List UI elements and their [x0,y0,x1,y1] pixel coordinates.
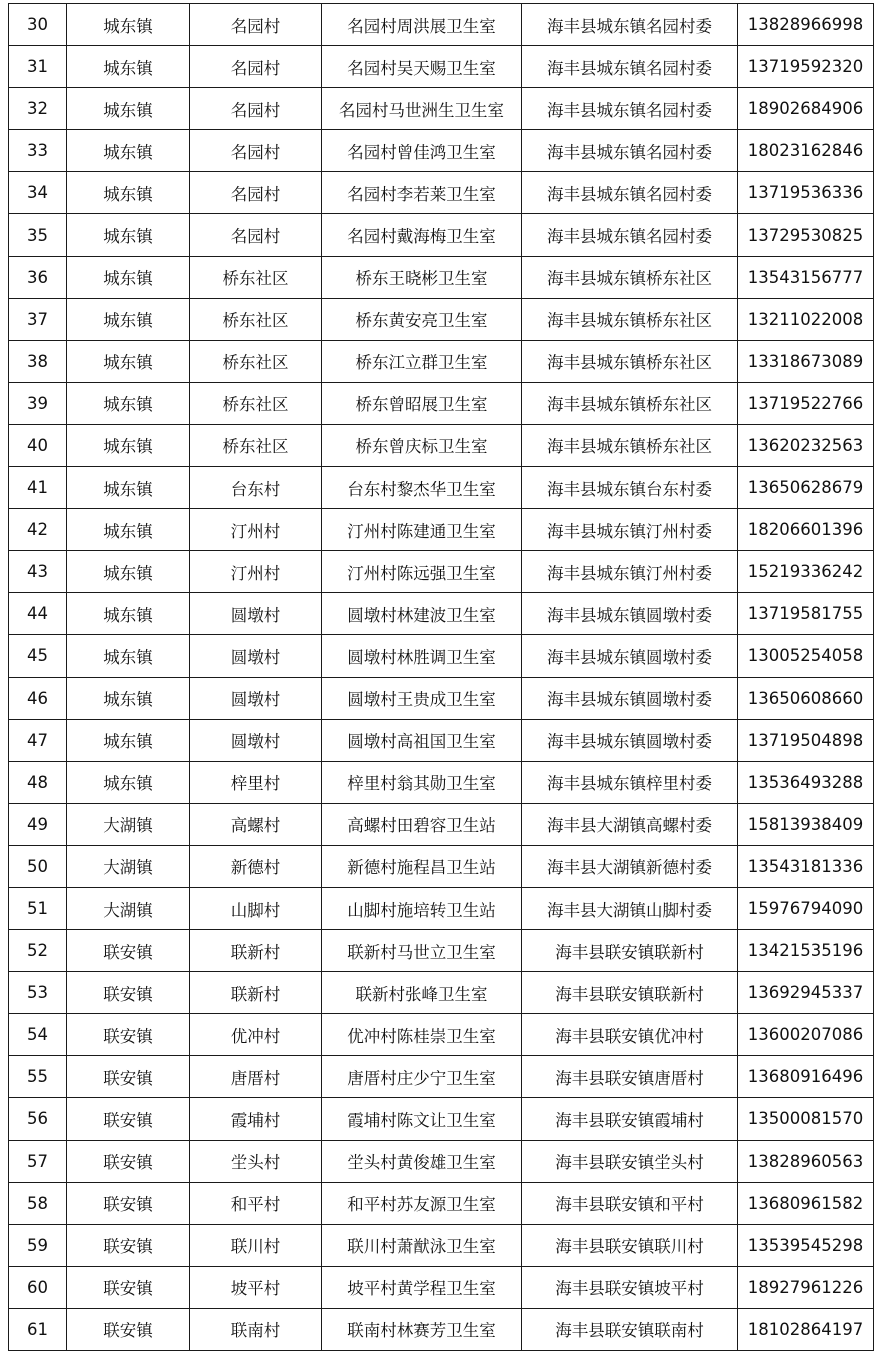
clinic-table [8,3,874,1351]
organization-cell: 海丰县城东镇桥东社区 [522,256,738,298]
clinic-name-cell: 汀州村陈远强卫生室 [322,551,522,593]
row-number-cell: 35 [9,214,67,256]
village-cell: 新德村 [190,845,322,887]
table-row [9,4,874,46]
town-cell: 联安镇 [67,930,190,972]
row-number-cell: 40 [9,424,67,466]
table-body [9,4,874,1351]
town-cell: 城东镇 [67,424,190,466]
row-number-cell: 49 [9,803,67,845]
row-number-cell: 60 [9,1266,67,1308]
row-number-cell: 34 [9,172,67,214]
organization-cell: 海丰县城东镇台东村委 [522,467,738,509]
table-row [9,298,874,340]
phone-cell: 13543181336 [738,845,874,887]
town-cell: 城东镇 [67,761,190,803]
town-cell: 联安镇 [67,1182,190,1224]
phone-cell: 13719592320 [738,46,874,88]
town-cell: 城东镇 [67,214,190,256]
phone-cell: 13318673089 [738,340,874,382]
row-number-cell: 57 [9,1140,67,1182]
organization-cell: 海丰县大湖镇高螺村委 [522,803,738,845]
table-row [9,930,874,972]
organization-cell: 海丰县城东镇名园村委 [522,172,738,214]
table-row [9,845,874,887]
town-cell: 城东镇 [67,719,190,761]
phone-cell: 13421535196 [738,930,874,972]
organization-cell: 海丰县城东镇圆墩村委 [522,593,738,635]
village-cell: 高螺村 [190,803,322,845]
table-row [9,677,874,719]
clinic-name-cell: 新德村施程昌卫生站 [322,845,522,887]
row-number-cell: 53 [9,972,67,1014]
organization-cell: 海丰县联安镇联新村 [522,972,738,1014]
organization-cell: 海丰县大湖镇新德村委 [522,845,738,887]
phone-cell: 13543156777 [738,256,874,298]
table-row [9,1308,874,1350]
village-cell: 名园村 [190,4,322,46]
table-row [9,214,874,256]
phone-cell: 18023162846 [738,130,874,172]
town-cell: 大湖镇 [67,845,190,887]
phone-cell: 13005254058 [738,635,874,677]
phone-cell: 13600207086 [738,1014,874,1056]
village-cell: 山脚村 [190,887,322,929]
phone-cell: 15219336242 [738,551,874,593]
village-cell: 名园村 [190,214,322,256]
village-cell: 圆墩村 [190,677,322,719]
organization-cell: 海丰县城东镇名园村委 [522,88,738,130]
table-row [9,340,874,382]
phone-cell: 13500081570 [738,1098,874,1140]
organization-cell: 海丰县城东镇汀州村委 [522,551,738,593]
table-row [9,593,874,635]
phone-cell: 18927961226 [738,1266,874,1308]
row-number-cell: 59 [9,1224,67,1266]
row-number-cell: 30 [9,4,67,46]
town-cell: 城东镇 [67,551,190,593]
phone-cell: 13719536336 [738,172,874,214]
clinic-name-cell: 坣头村黄俊雄卫生室 [322,1140,522,1182]
table-row [9,382,874,424]
row-number-cell: 48 [9,761,67,803]
row-number-cell: 36 [9,256,67,298]
organization-cell: 海丰县城东镇汀州村委 [522,509,738,551]
village-cell: 桥东社区 [190,424,322,466]
phone-cell: 15813938409 [738,803,874,845]
row-number-cell: 32 [9,88,67,130]
table-row [9,256,874,298]
village-cell: 桥东社区 [190,256,322,298]
phone-cell: 15976794090 [738,887,874,929]
clinic-name-cell: 梓里村翁其勋卫生室 [322,761,522,803]
village-cell: 桥东社区 [190,382,322,424]
organization-cell: 海丰县大湖镇山脚村委 [522,887,738,929]
clinic-name-cell: 名园村吴天赐卫生室 [322,46,522,88]
organization-cell: 海丰县联安镇霞埔村 [522,1098,738,1140]
clinic-name-cell: 坡平村黄学程卫生室 [322,1266,522,1308]
town-cell: 联安镇 [67,1224,190,1266]
row-number-cell: 39 [9,382,67,424]
clinic-name-cell: 桥东曾庆标卫生室 [322,424,522,466]
table-row [9,803,874,845]
clinic-name-cell: 桥东曾昭展卫生室 [322,382,522,424]
town-cell: 联安镇 [67,1056,190,1098]
clinic-name-cell: 和平村苏友源卫生室 [322,1182,522,1224]
clinic-name-cell: 圆墩村林胜调卫生室 [322,635,522,677]
phone-cell: 13211022008 [738,298,874,340]
organization-cell: 海丰县联安镇坡平村 [522,1266,738,1308]
row-number-cell: 44 [9,593,67,635]
town-cell: 城东镇 [67,4,190,46]
town-cell: 城东镇 [67,340,190,382]
town-cell: 联安镇 [67,1098,190,1140]
table-row [9,509,874,551]
organization-cell: 海丰县城东镇圆墩村委 [522,719,738,761]
phone-cell: 13719522766 [738,382,874,424]
row-number-cell: 43 [9,551,67,593]
clinic-name-cell: 圆墩村王贵成卫生室 [322,677,522,719]
phone-cell: 18902684906 [738,88,874,130]
table-row [9,551,874,593]
village-cell: 优冲村 [190,1014,322,1056]
table-row [9,972,874,1014]
organization-cell: 海丰县联安镇优冲村 [522,1014,738,1056]
clinic-name-cell: 桥东黄安亮卫生室 [322,298,522,340]
phone-cell: 13680916496 [738,1056,874,1098]
clinic-name-cell: 圆墩村高祖国卫生室 [322,719,522,761]
row-number-cell: 38 [9,340,67,382]
clinic-name-cell: 台东村黎杰华卫生室 [322,467,522,509]
clinic-name-cell: 圆墩村林建波卫生室 [322,593,522,635]
clinic-name-cell: 名园村周洪展卫生室 [322,4,522,46]
clinic-name-cell: 唐厝村庄少宁卫生室 [322,1056,522,1098]
village-cell: 名园村 [190,46,322,88]
table-row [9,761,874,803]
town-cell: 城东镇 [67,509,190,551]
table-row [9,130,874,172]
row-number-cell: 50 [9,845,67,887]
town-cell: 城东镇 [67,677,190,719]
village-cell: 联新村 [190,930,322,972]
town-cell: 联安镇 [67,1308,190,1350]
row-number-cell: 58 [9,1182,67,1224]
town-cell: 城东镇 [67,46,190,88]
row-number-cell: 56 [9,1098,67,1140]
clinic-name-cell: 联新村张峰卫生室 [322,972,522,1014]
table-row [9,467,874,509]
phone-cell: 13650608660 [738,677,874,719]
organization-cell: 海丰县联安镇联新村 [522,930,738,972]
clinic-name-cell: 名园村曾佳鸿卫生室 [322,130,522,172]
table-row [9,46,874,88]
village-cell: 坣头村 [190,1140,322,1182]
phone-cell: 13650628679 [738,467,874,509]
phone-cell: 13729530825 [738,214,874,256]
organization-cell: 海丰县城东镇名园村委 [522,4,738,46]
table-row [9,172,874,214]
village-cell: 圆墩村 [190,593,322,635]
village-cell: 名园村 [190,130,322,172]
village-cell: 联新村 [190,972,322,1014]
town-cell: 城东镇 [67,382,190,424]
table-row [9,1224,874,1266]
town-cell: 城东镇 [67,298,190,340]
table-row [9,1056,874,1098]
row-number-cell: 41 [9,467,67,509]
organization-cell: 海丰县城东镇名园村委 [522,214,738,256]
phone-cell: 13719581755 [738,593,874,635]
village-cell: 坡平村 [190,1266,322,1308]
row-number-cell: 61 [9,1308,67,1350]
table-row [9,1140,874,1182]
organization-cell: 海丰县联安镇坣头村 [522,1140,738,1182]
phone-cell: 13828966998 [738,4,874,46]
organization-cell: 海丰县城东镇名园村委 [522,130,738,172]
organization-cell: 海丰县城东镇桥东社区 [522,382,738,424]
table-row [9,1098,874,1140]
town-cell: 大湖镇 [67,803,190,845]
town-cell: 联安镇 [67,1014,190,1056]
clinic-name-cell: 名园村戴海梅卫生室 [322,214,522,256]
phone-cell: 13719504898 [738,719,874,761]
table-row [9,887,874,929]
phone-cell: 13692945337 [738,972,874,1014]
village-cell: 汀州村 [190,551,322,593]
clinic-name-cell: 汀州村陈建通卫生室 [322,509,522,551]
row-number-cell: 31 [9,46,67,88]
village-cell: 圆墩村 [190,719,322,761]
town-cell: 大湖镇 [67,887,190,929]
village-cell: 名园村 [190,172,322,214]
village-cell: 霞埔村 [190,1098,322,1140]
phone-cell: 13536493288 [738,761,874,803]
clinic-name-cell: 联川村萧猷泳卫生室 [322,1224,522,1266]
town-cell: 城东镇 [67,88,190,130]
row-number-cell: 55 [9,1056,67,1098]
organization-cell: 海丰县城东镇名园村委 [522,46,738,88]
organization-cell: 海丰县城东镇圆墩村委 [522,635,738,677]
village-cell: 名园村 [190,88,322,130]
phone-cell: 13539545298 [738,1224,874,1266]
row-number-cell: 45 [9,635,67,677]
organization-cell: 海丰县联安镇联南村 [522,1308,738,1350]
table-row [9,424,874,466]
town-cell: 城东镇 [67,130,190,172]
village-cell: 梓里村 [190,761,322,803]
phone-cell: 18206601396 [738,509,874,551]
town-cell: 城东镇 [67,467,190,509]
row-number-cell: 33 [9,130,67,172]
village-cell: 圆墩村 [190,635,322,677]
row-number-cell: 46 [9,677,67,719]
clinic-name-cell: 名园村马世洲生卫生室 [322,88,522,130]
clinic-name-cell: 名园村李若莱卫生室 [322,172,522,214]
town-cell: 联安镇 [67,972,190,1014]
phone-cell: 18102864197 [738,1308,874,1350]
village-cell: 联川村 [190,1224,322,1266]
village-cell: 唐厝村 [190,1056,322,1098]
clinic-name-cell: 优冲村陈桂崇卫生室 [322,1014,522,1056]
row-number-cell: 47 [9,719,67,761]
phone-cell: 13620232563 [738,424,874,466]
town-cell: 联安镇 [67,1266,190,1308]
organization-cell: 海丰县城东镇桥东社区 [522,424,738,466]
village-cell: 桥东社区 [190,340,322,382]
organization-cell: 海丰县联安镇唐厝村 [522,1056,738,1098]
organization-cell: 海丰县城东镇桥东社区 [522,340,738,382]
row-number-cell: 52 [9,930,67,972]
table-row [9,1266,874,1308]
table-row [9,1014,874,1056]
row-number-cell: 42 [9,509,67,551]
clinic-name-cell: 山脚村施培转卫生站 [322,887,522,929]
town-cell: 城东镇 [67,256,190,298]
town-cell: 城东镇 [67,172,190,214]
town-cell: 城东镇 [67,635,190,677]
organization-cell: 海丰县联安镇和平村 [522,1182,738,1224]
phone-cell: 13828960563 [738,1140,874,1182]
table-row [9,88,874,130]
organization-cell: 海丰县联安镇联川村 [522,1224,738,1266]
table-row [9,719,874,761]
village-cell: 和平村 [190,1182,322,1224]
table-row [9,1182,874,1224]
organization-cell: 海丰县城东镇梓里村委 [522,761,738,803]
town-cell: 联安镇 [67,1140,190,1182]
row-number-cell: 54 [9,1014,67,1056]
clinic-name-cell: 桥东江立群卫生室 [322,340,522,382]
phone-cell: 13680961582 [738,1182,874,1224]
village-cell: 汀州村 [190,509,322,551]
clinic-name-cell: 桥东王晓彬卫生室 [322,256,522,298]
village-cell: 联南村 [190,1308,322,1350]
clinic-name-cell: 联南村林赛芳卫生室 [322,1308,522,1350]
clinic-name-cell: 高螺村田碧容卫生站 [322,803,522,845]
row-number-cell: 51 [9,887,67,929]
village-cell: 台东村 [190,467,322,509]
town-cell: 城东镇 [67,593,190,635]
village-cell: 桥东社区 [190,298,322,340]
clinic-name-cell: 联新村马世立卫生室 [322,930,522,972]
table-row [9,635,874,677]
organization-cell: 海丰县城东镇桥东社区 [522,298,738,340]
clinic-name-cell: 霞埔村陈文让卫生室 [322,1098,522,1140]
row-number-cell: 37 [9,298,67,340]
organization-cell: 海丰县城东镇圆墩村委 [522,677,738,719]
